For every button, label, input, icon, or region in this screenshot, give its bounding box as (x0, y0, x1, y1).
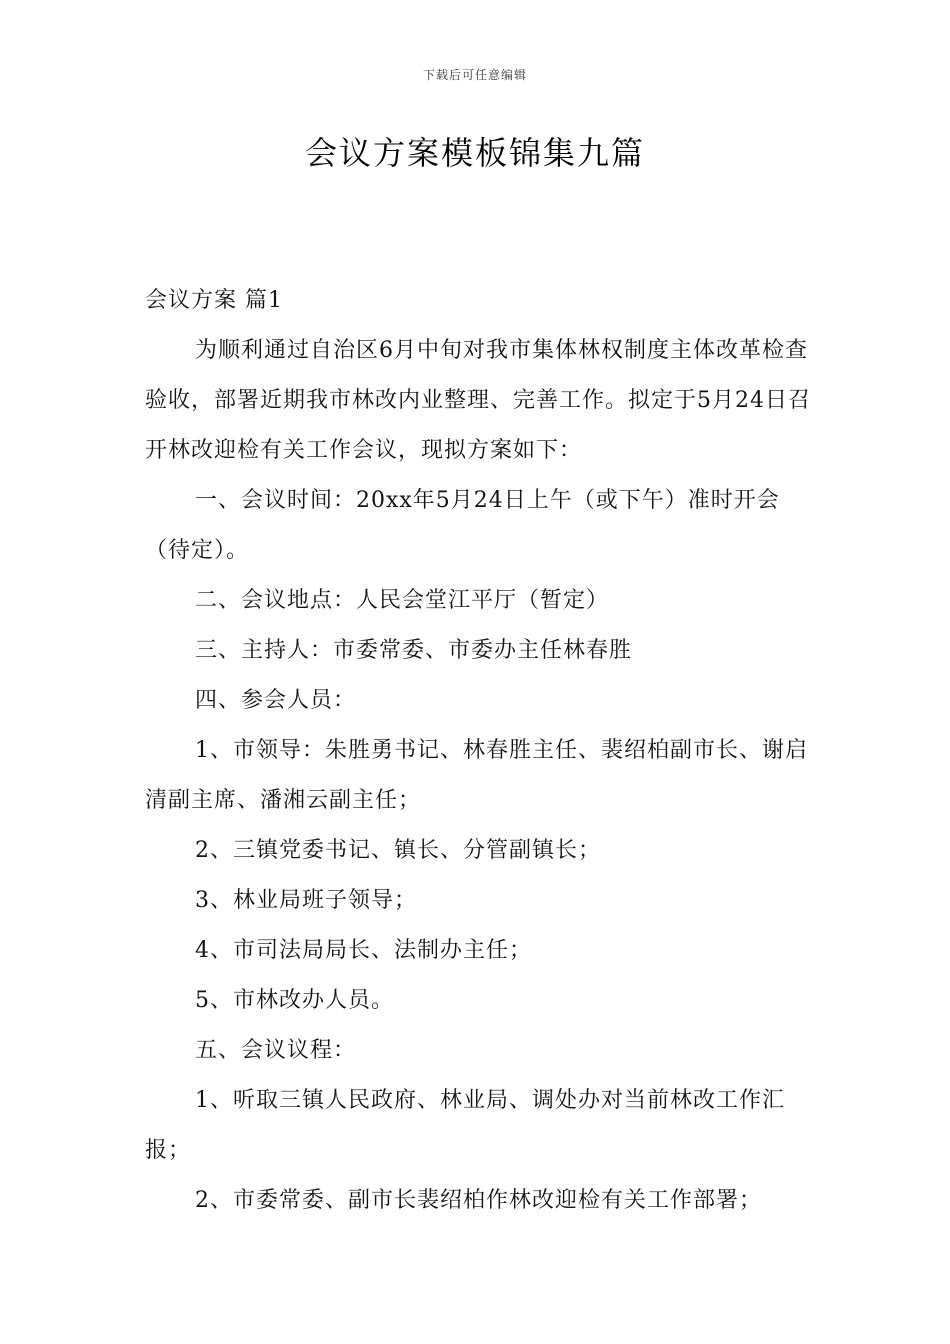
section-heading: 会议方案 篇1 (145, 288, 283, 313)
paragraph-meeting-time: 一、会议时间：20xx年5月24日上午（或下午）准时开会（待定）。 (145, 488, 780, 563)
paragraph-meeting-place: 二、会议地点：人民会堂江平厅（暂定） (195, 588, 610, 613)
paragraph-agenda-heading: 五、会议议程： (195, 1038, 357, 1063)
page-header-note: 下载后可任意编辑 (422, 68, 527, 82)
paragraph-attendees-1: 1、市领导：朱胜勇书记、林春胜主任、裴绍柏副市长、谢启清副主席、潘湘云副主任； (145, 738, 808, 813)
paragraph-attendees-heading: 四、参会人员： (195, 688, 357, 713)
paragraph-attendees-3: 3、林业局班子领导； (195, 888, 417, 913)
paragraph-attendees-5: 5、市林改办人员。 (195, 988, 394, 1013)
paragraph-attendees-4: 4、市司法局局长、法制办主任； (195, 938, 532, 963)
document-title: 会议方案模板锦集九篇 (304, 134, 645, 172)
document-body (145, 276, 825, 1226)
paragraph-intro: 为顺利通过自治区6月中旬对我市集体林权制度主体改革检查验收，部署近期我市林改内业整理、完善工作。拟定于5月24日召开林改迎检有关工作会议，现拟方案如下： (145, 338, 811, 463)
paragraph-host: 三、主持人：市委常委、市委办主任林春胜 (195, 638, 633, 663)
paragraph-agenda-1: 1、听取三镇人民政府、林业局、调处办对当前林改工作汇报； (145, 1088, 785, 1163)
paragraph-attendees-2: 2、三镇党委书记、镇长、分管副镇长； (195, 838, 601, 863)
paragraph-agenda-2: 2、市委常委、副市长裴绍柏作林改迎检有关工作部署； (195, 1188, 762, 1213)
